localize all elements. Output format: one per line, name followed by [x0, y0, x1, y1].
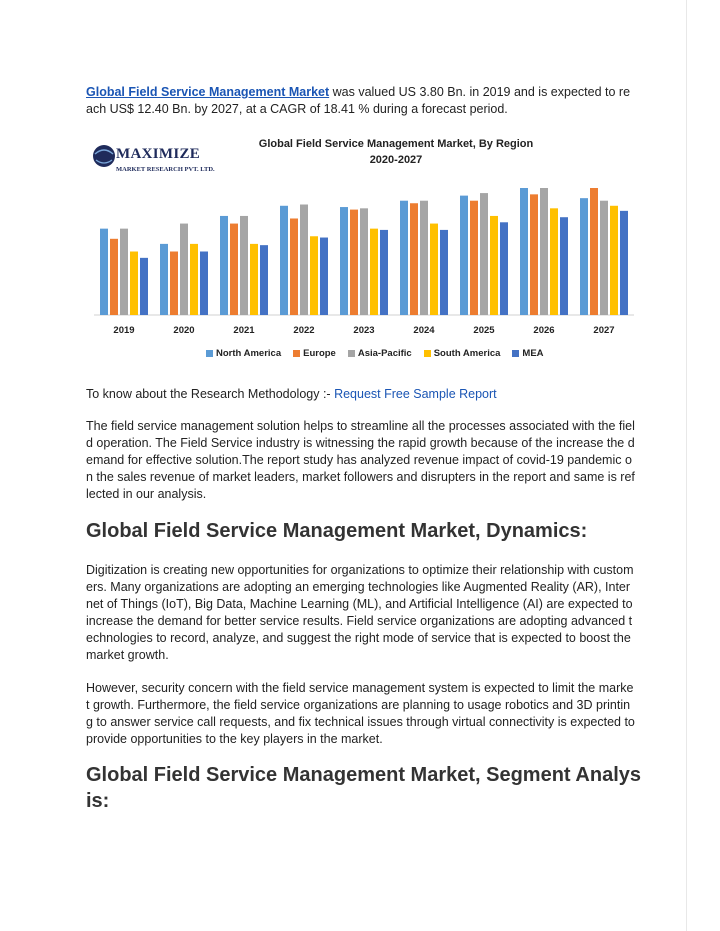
bar-europe-2024 [410, 203, 418, 315]
bar-europe-2026 [530, 194, 538, 315]
chart-title: Global Field Service Management Market, By Region [258, 138, 534, 150]
paragraph-digitization: Digitization is creating new opportunities for organizations to optimize their relationship with customers. Many organizations are adopting an emerging technologies like Augmented Reality (AR), Internet of Things (IoT), Big Data, Machine Learning (ML), and Artificial Intelligence (AI) are expected to increase the demand for better service results. Field service organizations are adopting advanced technologies to record, analyze, and suggest the right mode of service that is expected to boost the market growth. [86, 563, 634, 662]
x-tick-label: 2027 [593, 325, 615, 336]
bar-south-america-2020 [190, 244, 198, 315]
bar-asia-pacific-2023 [360, 208, 368, 315]
x-tick-label: 2022 [293, 325, 315, 336]
bar-asia-pacific-2021 [240, 216, 248, 315]
legend-swatch [206, 350, 213, 357]
bar-mea-2027 [620, 211, 628, 315]
bar-mea-2020 [200, 252, 208, 316]
legend-swatch [424, 350, 431, 357]
x-tick-label: 2021 [233, 325, 255, 336]
bar-asia-pacific-2020 [180, 224, 188, 315]
bar-asia-pacific-2024 [420, 201, 428, 315]
heading-segment: Global Field Service Management Market, Segment Analysis: [86, 764, 641, 812]
bar-europe-2021 [230, 224, 238, 315]
x-tick-label: 2024 [413, 325, 435, 336]
intro-text: was valued US 3.80 Bn. in 2019 and is expected to reach US$ 12.40 Bn. by 2027, at a CAGR of 18.41 % during a forecast period. [86, 85, 631, 116]
x-tick-label: 2026 [533, 325, 555, 336]
bar-asia-pacific-2025 [480, 193, 488, 315]
methodology-line [86, 386, 636, 403]
bar-europe-2025 [470, 201, 478, 315]
bar-south-america-2019 [130, 252, 138, 316]
bar-europe-2019 [110, 239, 118, 315]
x-tick-label: 2020 [173, 325, 195, 336]
x-tick-label: 2019 [113, 325, 135, 336]
legend-swatch [293, 350, 300, 357]
bar-north-america-2025 [460, 196, 468, 315]
bar-europe-2023 [350, 210, 358, 315]
methodology-prefix: To know about the Research Methodology :- [86, 387, 335, 401]
chart-subtitle: 2020-2027 [369, 154, 423, 166]
legend-label: Europe [303, 348, 336, 359]
paragraph-field-service: The field service management solution helps to streamline all the processes associated with the field operation. The Field Service industry is witnessing the rapid growth because of the increase the demand for effective solution.The report study has analyzed revenue impact of covid-19 pandemic on the sales revenue of market leaders, market followers and disrupters in the report and same is reflected in our analysis. [86, 419, 635, 501]
legend-label: Asia-Pacific [357, 348, 412, 359]
logo-name: MAXIMIZE [116, 146, 201, 162]
legend-swatch [348, 350, 355, 357]
bar-europe-2020 [170, 252, 178, 316]
bar-mea-2025 [500, 222, 508, 315]
bar-asia-pacific-2026 [540, 188, 548, 315]
bar-north-america-2027 [580, 198, 588, 315]
chart-figure [86, 128, 636, 368]
bar-south-america-2023 [370, 229, 378, 315]
legend-swatch [512, 350, 519, 357]
bar-north-america-2019 [100, 229, 108, 315]
legend-item [348, 348, 412, 359]
logo-subtitle: MARKET RESEARCH PVT. LTD. [116, 166, 215, 173]
bar-europe-2027 [590, 188, 598, 315]
legend-item [293, 348, 336, 359]
bar-north-america-2022 [280, 206, 288, 315]
bar-north-america-2026 [520, 188, 528, 315]
bar-south-america-2024 [430, 224, 438, 315]
page-edge [686, 0, 687, 931]
request-sample-link[interactable]: Request Free Sample Report [334, 387, 497, 401]
chart-legend [206, 348, 544, 359]
legend-label: South America [433, 348, 501, 359]
bar-south-america-2021 [250, 244, 258, 315]
bar-mea-2019 [140, 258, 148, 315]
bar-south-america-2022 [310, 236, 318, 315]
bar-mea-2026 [560, 217, 568, 315]
paragraph-security: However, security concern with the field service management system is expected to limit the market growth. Furthermore, the field service organizations are planning to usage robotics and 3D printing to answer service call requests, and fix technical issues through virtual connectivity is expected to provide opportunities to the key players in the market. [86, 681, 635, 746]
bar-europe-2022 [290, 218, 298, 315]
bar-mea-2021 [260, 245, 268, 315]
bar-asia-pacific-2027 [600, 201, 608, 315]
bar-mea-2024 [440, 230, 448, 315]
bar-asia-pacific-2019 [120, 229, 128, 315]
bar-asia-pacific-2022 [300, 205, 308, 315]
bar-north-america-2023 [340, 207, 348, 315]
x-tick-label: 2023 [353, 325, 375, 336]
x-tick-label: 2025 [473, 325, 495, 336]
bar-north-america-2020 [160, 244, 168, 315]
market-link[interactable]: Global Field Service Management Market [86, 85, 330, 99]
heading-dynamics: Global Field Service Management Market, Dynamics: [86, 520, 588, 542]
legend-item [512, 348, 543, 359]
bar-south-america-2025 [490, 216, 498, 315]
intro-paragraph [86, 84, 636, 118]
bar-chart [86, 128, 636, 343]
legend-item [424, 348, 501, 359]
bar-south-america-2027 [610, 206, 618, 315]
legend-label: North America [216, 348, 282, 359]
bar-mea-2022 [320, 238, 328, 315]
bar-north-america-2021 [220, 216, 228, 315]
bar-north-america-2024 [400, 201, 408, 315]
bar-south-america-2026 [550, 208, 558, 315]
bar-mea-2023 [380, 230, 388, 315]
legend-label: MEA [522, 348, 544, 359]
legend-item [206, 348, 281, 359]
